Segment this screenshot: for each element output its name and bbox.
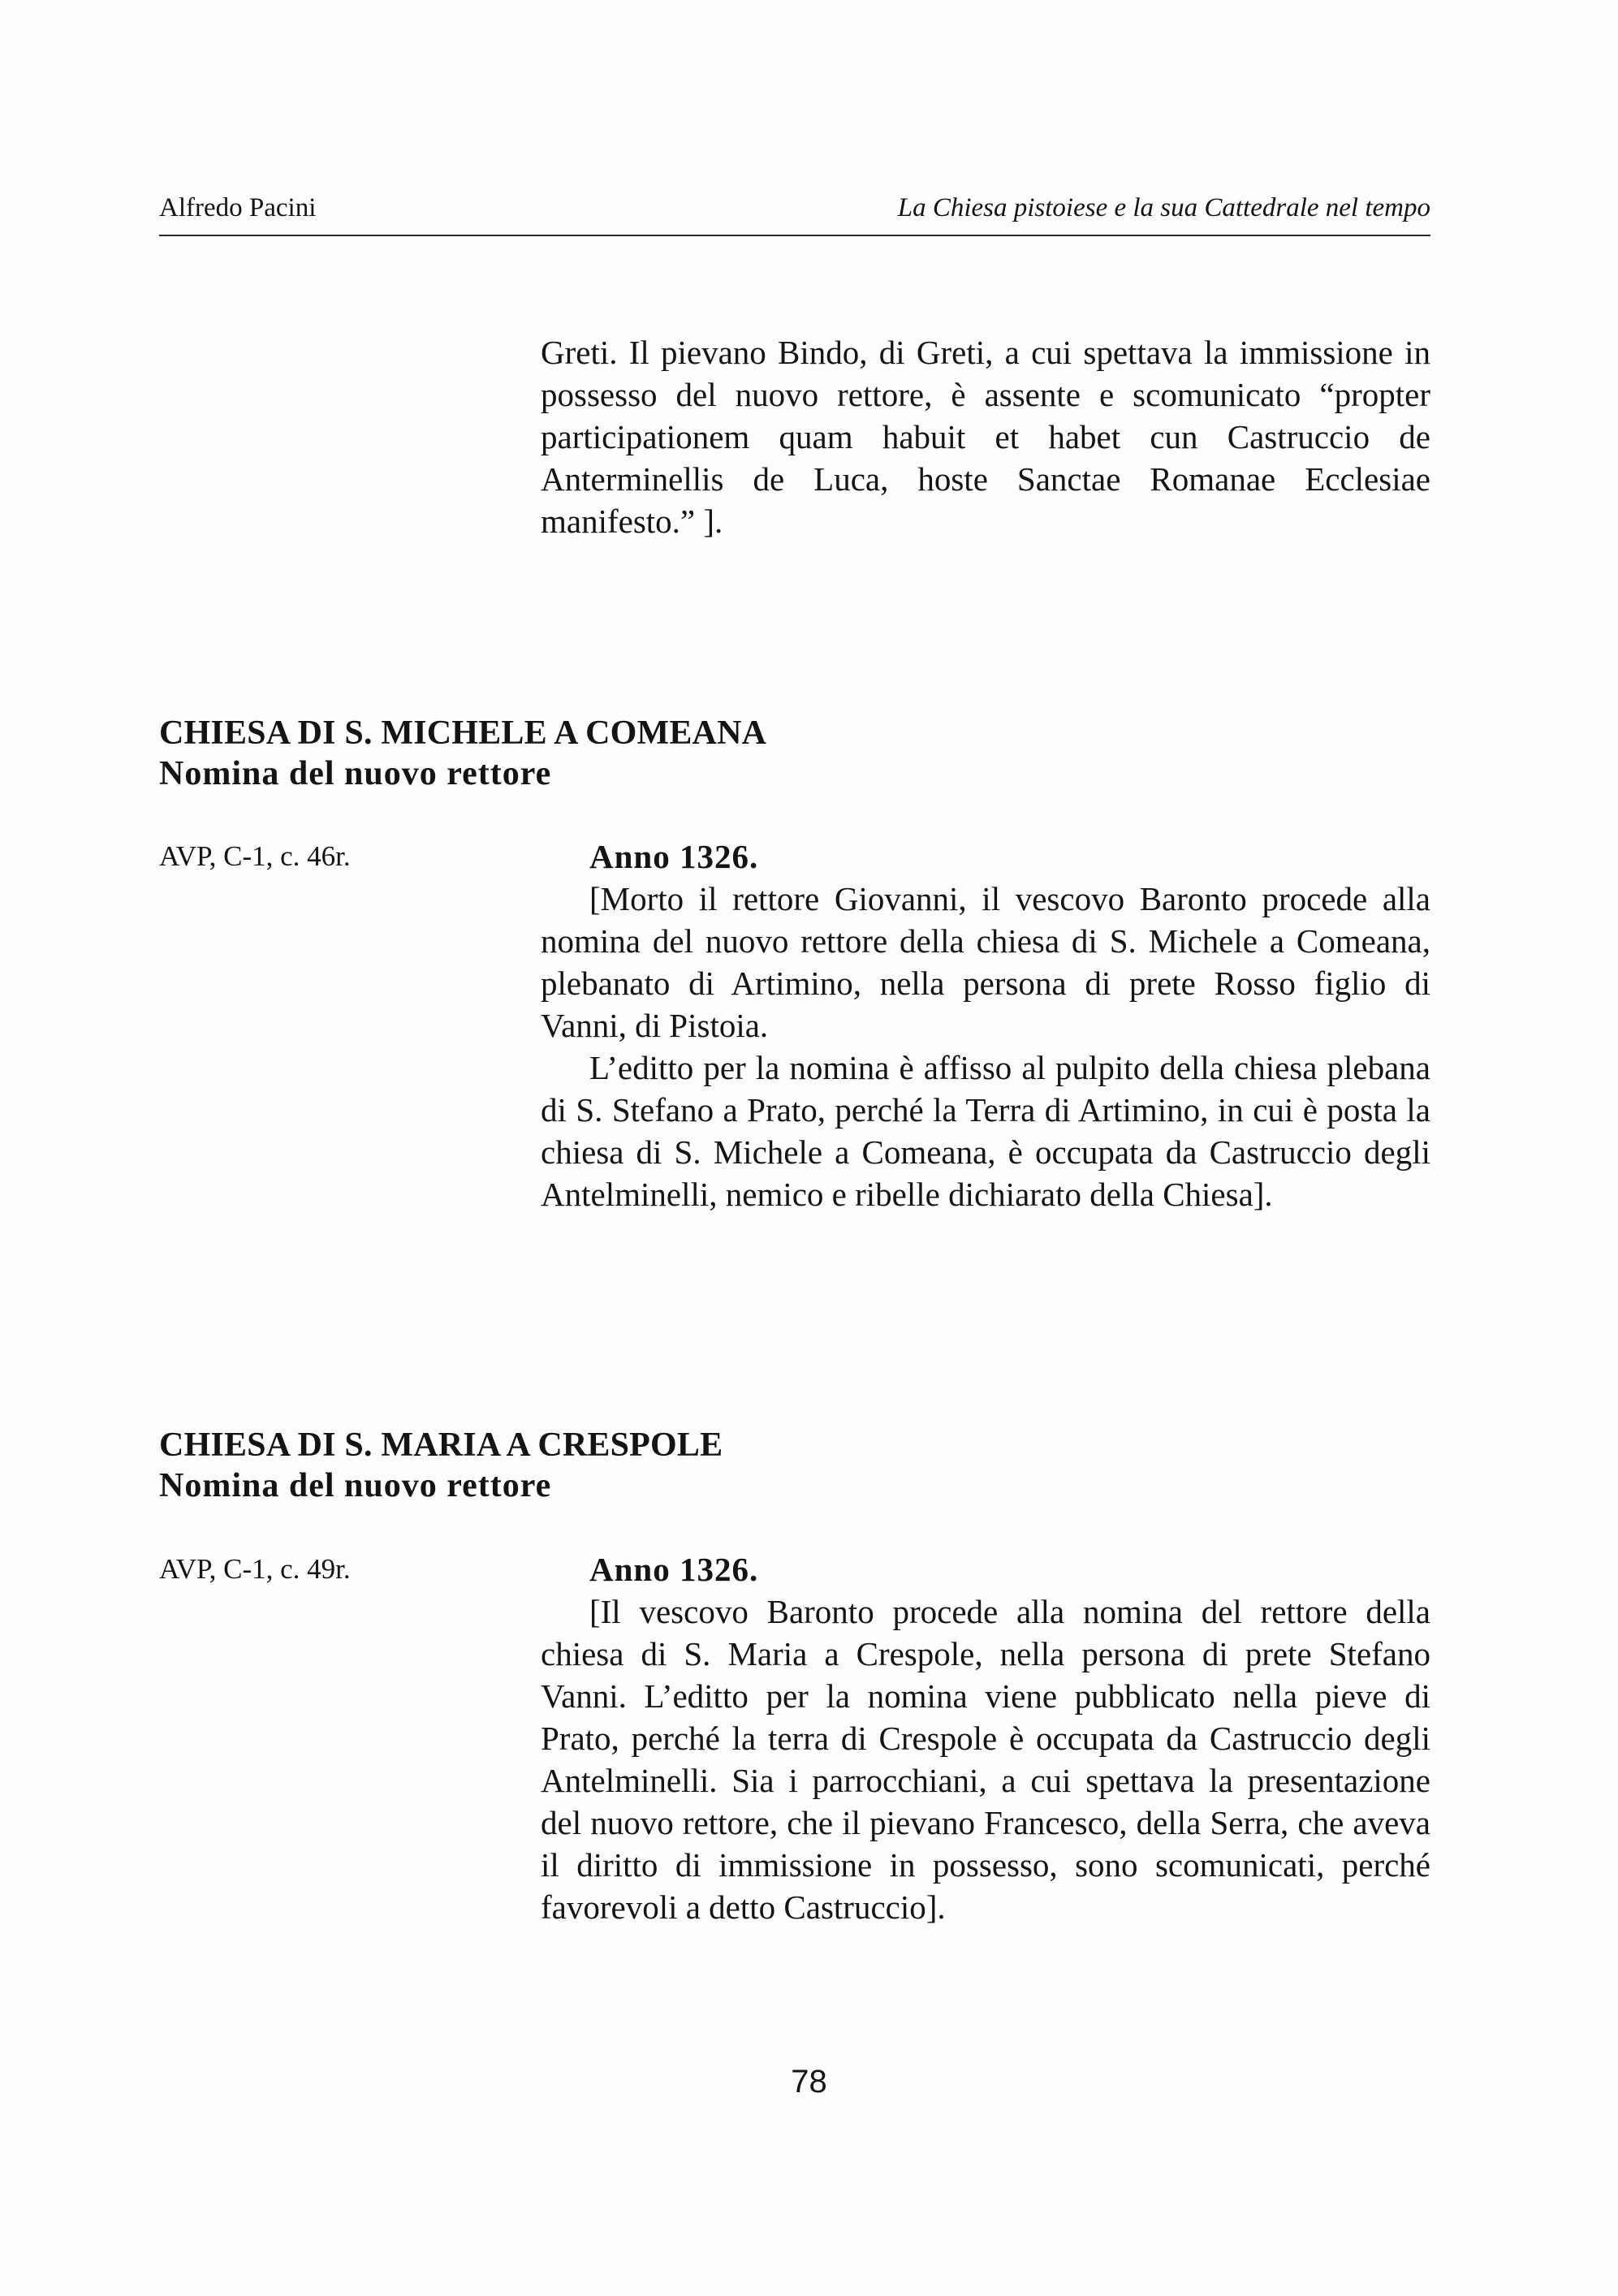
section-1-heading xyxy=(159,713,766,794)
running-header xyxy=(159,192,1430,234)
section-1-paragraph: [Morto il rettore Giovanni, il vescovo Baronto procede alla nomina del nuovo rettore della chiesa di S. Michele a Comeana, plebanato di Artimino, nella persona di prete Rosso figlio di Vanni, di Pistoia. xyxy=(541,880,1430,1044)
page-number: 78 xyxy=(791,2064,827,2100)
section-2-entry xyxy=(541,1548,1430,1928)
intro-paragraph xyxy=(541,331,1430,542)
section-1-subtitle: Nomina del nuovo rettore xyxy=(159,755,552,792)
section-2-paragraph: [Il vescovo Baronto procede alla nomina del rettore della chiesa di S. Maria a Crespole, nella persona di prete Stefano Vanni. L’editto per la nomina viene pubblicato nella pieve di Prato, perché la terra di Crespole è occupata da Castruccio degli Antelminelli. Sia i parrocchiani, a cui spettava la presentazione del nuovo rettore, che il pievano Francesco, della Serra, che aveva il diritto di immissione in possesso, sono scomunicati, perché favorevoli a detto Castruccio]. xyxy=(541,1593,1430,1926)
section-1-reference: AVP, C-1, c. 46r. xyxy=(159,840,351,872)
header-book-title: La Chiesa pistoiese e la sua Cattedrale nel tempo xyxy=(897,193,1430,222)
section-2-title: CHIESA DI S. MARIA A CRESPOLE xyxy=(159,1426,723,1464)
section-2-reference: AVP, C-1, c. 49r. xyxy=(159,1553,351,1585)
section-1-entry xyxy=(541,835,1430,1215)
section-2-heading xyxy=(159,1425,723,1506)
section-2-year: Anno 1326. xyxy=(589,1551,759,1588)
section-1-title: CHIESA DI S. MICHELE A COMEANA xyxy=(159,714,767,752)
header-rule xyxy=(159,235,1430,236)
section-1-year: Anno 1326. xyxy=(589,838,759,875)
section-2-subtitle: Nomina del nuovo rettore xyxy=(159,1467,552,1504)
section-1-paragraph: L’editto per la nomina è affisso al pulpito della chiesa plebana di S. Stefano a Prato, perché la Terra di Artimino, in cui è posta la chiesa di S. Michele a Comeana, è occupata da Castruccio degli Antelminelli, nemico e ribelle dichiarato della Chiesa]. xyxy=(541,1049,1430,1213)
intro-text: Greti. Il pievano Bindo, di Greti, a cui spettava la immissione in possesso del nuovo rettore, è assente e scomunicato “propter participationem quam habuit et habet cun Castruccio de Anterminellis de Luca, hoste Sanctae Romanae Ecclesiae manifesto.” ]. xyxy=(541,334,1430,540)
header-author: Alfredo Pacini xyxy=(159,193,317,222)
